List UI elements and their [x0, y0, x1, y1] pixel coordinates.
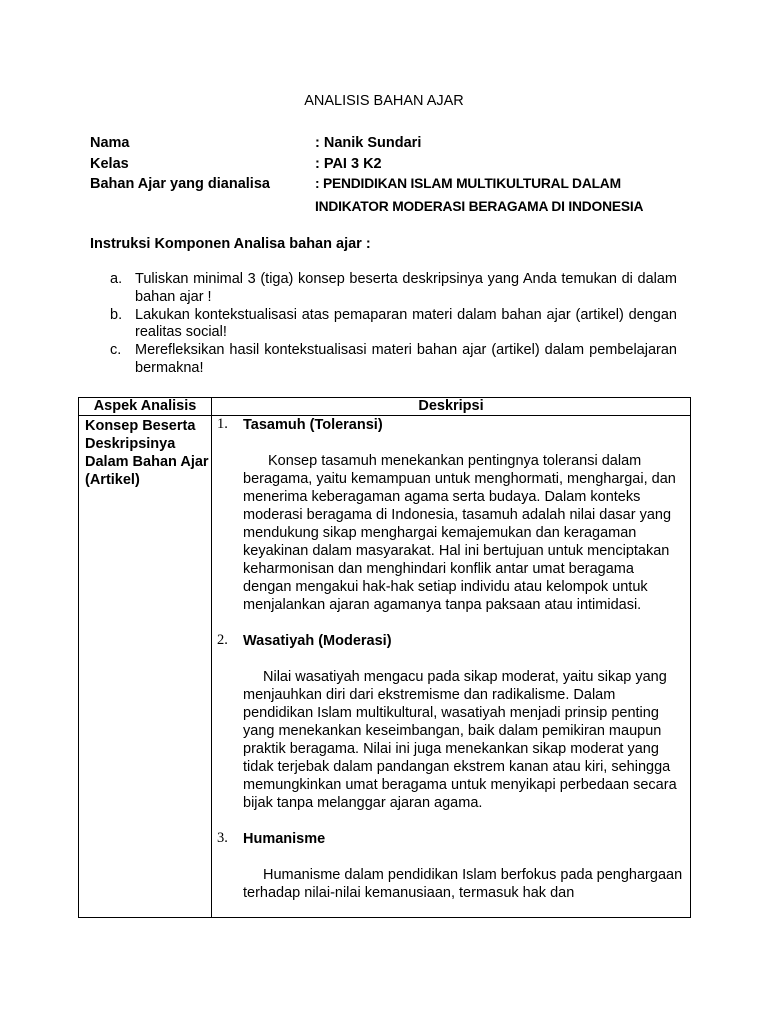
instructions-heading: Instruksi Komponen Analisa bahan ajar : [90, 236, 371, 252]
meta-label: Bahan Ajar yang dianalisa [90, 176, 270, 192]
concept-title: Humanisme [243, 831, 326, 847]
concept-item [217, 830, 683, 902]
table-header-aspek: Aspek Analisis [93, 398, 197, 414]
instruction-text: Lakukan kontekstualisasi atas pemaparan materi dalam bahan ajar (artikel) dengan realitas social! [135, 306, 677, 341]
table-cell-deskripsi [217, 416, 683, 902]
meta-label: Kelas [90, 155, 129, 172]
analysis-table [78, 397, 691, 918]
concept-title: Wasatiyah (Moderasi) [243, 633, 392, 649]
document-title: ANALISIS BAHAN AJAR [304, 93, 464, 109]
meta-value: : Nanik Sundari [315, 135, 422, 151]
instruction-marker: a. [110, 271, 123, 287]
table-column-divider [211, 398, 212, 917]
instruction-text: Tuliskan minimal 3 (tiga) konsep beserta deskripsinya yang Anda temukan di dalam bahan ajar ! [135, 271, 677, 305]
concept-description: Nilai wasatiyah mengacu pada sikap moderat, yaitu sikap yang menjauhkan diri dari ekstremisme dan radikalisme. Dalam pendidikan Islam multikultural, wasatiyah menjadi prinsip penting yang menekankan keseimbangan, baik dalam pemikiran maupun praktik beragama. Nilai ini juga menekankan sikap moderat yang tidak terjebak dalam pandangan ekstrem kanan atau kiri, sehingga memungkinkan umat beragama untuk menyikapi perbedaan secara bijak tanpa melanggar ajaran agama. [243, 669, 677, 811]
concept-description: Humanisme dalam pendidikan Islam berfokus pada penghargaan terhadap nilai-nilai kemanusiaan, termasuk hak dan [243, 867, 683, 901]
instruction-item [110, 307, 677, 343]
meta-value: : PAI 3 K2 [315, 155, 382, 172]
concept-description: Konsep tasamuh menekankan pentingnya toleransi dalam beragama, yaitu kemampuan untuk menghormati, menghargai, dan menerima keberagaman agama serta budaya. Dalam konteks moderasi beragama di Indonesia, tasamuh adalah nilai dasar yang mendukung sikap menghargai kemajemukan dan keragaman keyakinan dalam masyarakat. Hal ini bertujuan untuk menciptakan keharmonisan dan menghindari konflik antar umat beragama dengan mengakui hak-hak setiap individu atau kelompok untuk menjalankan ajaran agamanya tanpa paksaan atau intimidasi. [243, 453, 676, 613]
concept-item [217, 416, 683, 614]
concept-number: 3. [217, 830, 228, 846]
concept-number: 2. [217, 632, 228, 648]
instructions-list [110, 271, 677, 378]
concept-title: Tasamuh (Toleransi) [243, 417, 383, 433]
concept-item [217, 632, 683, 812]
meta-value-continuation: INDIKATOR MODERASI BERAGAMA DI INDONESIA [315, 198, 644, 214]
table-cell-aspek: Konsep Beserta Deskripsinya Dalam Bahan Ajar (Artikel) [85, 418, 209, 488]
meta-value: : PENDIDIKAN ISLAM MULTIKULTURAL DALAM [315, 176, 621, 191]
instruction-marker: c. [110, 342, 122, 359]
instruction-item [110, 271, 677, 307]
meta-row-bahan-ajar [90, 174, 643, 195]
instruction-item [110, 342, 677, 378]
meta-row-nama [90, 133, 643, 154]
instruction-text: Merefleksikan hasil kontekstualisasi materi bahan ajar (artikel) dalam pembelajaran bermakna! [135, 342, 677, 376]
concept-number: 1. [217, 416, 228, 432]
meta-row-kelas [90, 154, 643, 175]
meta-label: Nama [90, 135, 130, 151]
table-header-deskripsi: Deskripsi [418, 398, 484, 414]
identity-block [90, 133, 643, 219]
instruction-marker: b. [110, 306, 123, 323]
